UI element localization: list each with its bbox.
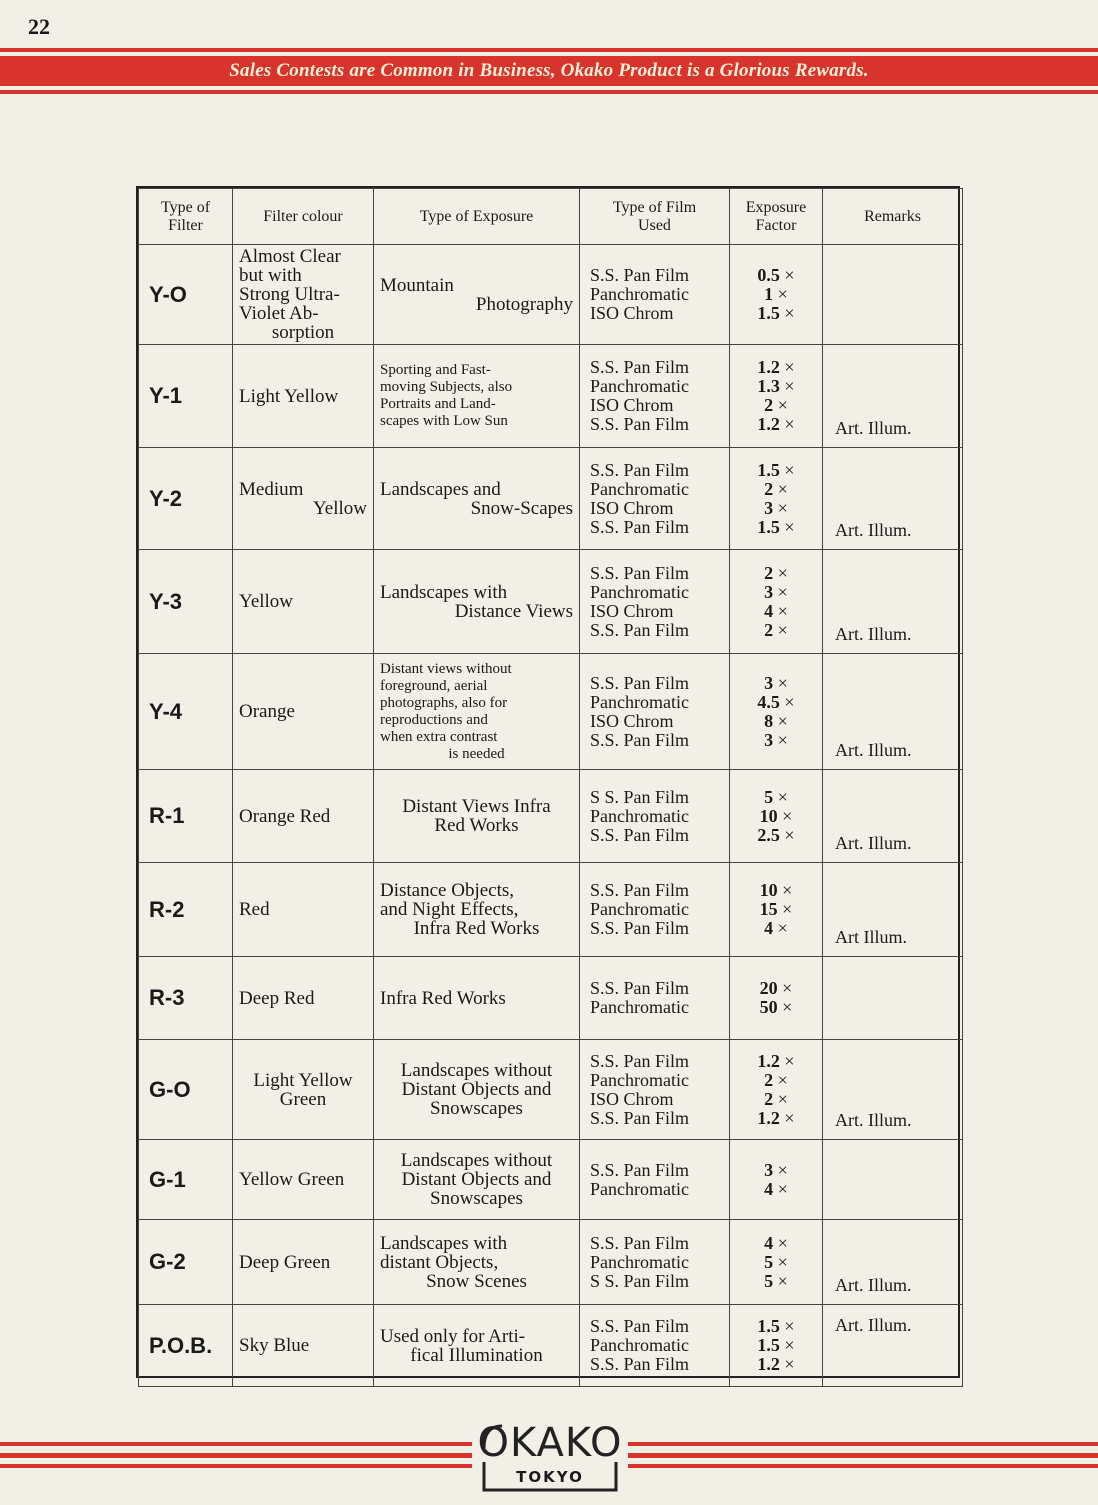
exposure-factor-cell — [730, 448, 823, 550]
cell-line: Distant Objects and — [401, 1079, 552, 1100]
cell-line: S.S. Pan Film — [590, 1050, 690, 1071]
table-row — [139, 550, 963, 654]
factor-value: 4 × — [764, 1178, 788, 1199]
filter-colour-cell — [233, 1140, 374, 1220]
remarks-cell: Art. Illum. — [823, 770, 963, 863]
factor-value: 1.2 × — [757, 1354, 795, 1374]
film-type-cell — [580, 550, 730, 654]
remarks-cell — [823, 1140, 963, 1220]
cell-line: Landscapes with — [380, 1232, 508, 1254]
cell-line: Violet Ab- — [239, 303, 319, 324]
cell-line: is needed — [448, 745, 505, 762]
cell-line: S.S. Pan Film — [590, 824, 690, 845]
factor-value: 4 × — [764, 918, 788, 938]
cell-line: Panchromatic — [590, 1335, 689, 1355]
remarks-cell: Art. Illum. — [823, 550, 963, 654]
filter-colour-cell — [233, 1040, 374, 1140]
factor-value: 4 × — [764, 1232, 788, 1253]
cell-line: photographs, also for — [380, 694, 508, 711]
exposure-type-cell — [374, 448, 580, 550]
filter-colour-cell — [233, 448, 374, 550]
table-row — [139, 957, 963, 1040]
factor-value: 5 × — [764, 1270, 788, 1291]
cell-line: S.S. Pan Film — [590, 1316, 690, 1336]
filter-type-cell: G-O — [139, 1040, 233, 1140]
cell-line: Snow-Scapes — [470, 497, 573, 519]
exposure-factor-cell — [730, 863, 823, 957]
cell-line: ISO Chrom — [590, 395, 674, 415]
filter-type-cell: R-2 — [139, 863, 233, 957]
exposure-type-cell — [374, 770, 580, 863]
film-type-cell — [580, 1220, 730, 1305]
filter-type-cell: Y-3 — [139, 550, 233, 654]
cell-line: fical Illumination — [410, 1344, 543, 1366]
cell-line: ISO Chrom — [590, 303, 674, 323]
filter-colour-cell — [233, 1220, 374, 1305]
cell-line: Landscapes without — [400, 1060, 553, 1081]
remarks-cell — [823, 245, 963, 345]
cell-line: Photography — [475, 293, 573, 315]
factor-value: 8 × — [764, 710, 788, 731]
table-row — [139, 245, 963, 345]
factor-value: 10 × — [759, 805, 793, 826]
cell-line: Portraits and Land- — [380, 396, 496, 412]
factor-value: 2 × — [764, 1069, 788, 1090]
filter-colour-cell — [233, 863, 374, 957]
factor-value: 2 × — [764, 395, 788, 415]
cell-line: Yellow — [239, 591, 294, 612]
cell-line: Strong Ultra- — [239, 284, 340, 305]
exposure-type-cell — [374, 245, 580, 345]
table-row — [139, 1140, 963, 1220]
factor-value: 3 × — [764, 729, 788, 750]
filter-colour-cell — [233, 245, 374, 345]
film-type-cell — [580, 770, 730, 863]
remarks-cell: Art Illum. — [823, 863, 963, 957]
factor-value: 2 × — [764, 478, 788, 499]
factor-value: 0.5 × — [757, 265, 795, 285]
exposure-type-cell — [374, 550, 580, 654]
exposure-factor-cell — [730, 245, 823, 345]
exposure-type-cell — [374, 345, 580, 448]
cell-line: S S. Pan Film — [590, 786, 690, 807]
filter-type-cell: R-3 — [139, 957, 233, 1040]
exposure-type-cell — [374, 654, 580, 770]
header-colour: Filter colour — [233, 189, 374, 245]
cell-line: Distance Views — [454, 600, 573, 622]
factor-value: 2 × — [764, 562, 788, 583]
factor-value: 1 × — [764, 284, 788, 304]
top-banner — [0, 48, 1098, 100]
cell-line: S.S. Pan Film — [590, 918, 690, 938]
cell-line: when extra contrast — [380, 728, 498, 745]
table-row — [139, 448, 963, 550]
cell-line: Snowscapes — [430, 1188, 523, 1209]
factor-value: 2 × — [764, 619, 788, 640]
cell-line: reproductions and — [380, 711, 488, 728]
logo-wordmark: OKAKO — [477, 1420, 623, 1466]
cell-line: Green — [279, 1088, 327, 1110]
exposure-type-cell — [374, 863, 580, 957]
cell-line: ISO Chrom — [590, 710, 674, 731]
cell-line: Panchromatic — [590, 899, 689, 919]
film-type-cell — [580, 245, 730, 345]
cell-line: Red Works — [434, 815, 519, 836]
factor-value: 1.2 × — [757, 357, 795, 377]
remarks-cell: Art. Illum. — [823, 1040, 963, 1140]
cell-line: ISO Chrom — [590, 1088, 674, 1109]
exposure-type-cell — [374, 1040, 580, 1140]
cell-line: Red — [239, 899, 270, 920]
cell-line: S.S. Pan Film — [590, 880, 690, 900]
cell-line: S.S. Pan Film — [590, 562, 690, 583]
cell-line: Distant Objects and — [401, 1169, 552, 1190]
header-type: Type of Filter — [139, 189, 233, 245]
cell-line: Orange — [239, 701, 295, 722]
remarks-cell: Art. Illum. — [823, 345, 963, 448]
cell-line: Yellow Green — [239, 1169, 345, 1190]
filter-colour-cell — [233, 550, 374, 654]
cell-line: Almost Clear — [239, 246, 341, 267]
filter-type-cell: Y-2 — [139, 448, 233, 550]
film-type-cell — [580, 863, 730, 957]
exposure-factor-cell — [730, 345, 823, 448]
filter-colour-cell — [233, 1305, 374, 1387]
cell-line: Distant Views Infra — [402, 796, 551, 817]
table-row — [139, 654, 963, 770]
cell-line: Panchromatic — [590, 284, 689, 304]
exposure-type-cell — [374, 1140, 580, 1220]
exposure-factor-cell — [730, 1220, 823, 1305]
film-type-cell — [580, 345, 730, 448]
filter-type-cell: G-1 — [139, 1140, 233, 1220]
cell-line: Infra Red Works — [380, 987, 506, 1009]
remarks-cell: Art. Illum. — [823, 654, 963, 770]
cell-line: Landscapes with — [380, 581, 508, 603]
filter-colour-cell — [233, 654, 374, 770]
cell-line: Yellow — [312, 497, 367, 519]
cell-line: Infra Red Works — [413, 918, 540, 939]
filter-colour-cell — [233, 770, 374, 863]
cell-line: S.S. Pan Film — [590, 459, 690, 480]
exposure-type-cell — [374, 1220, 580, 1305]
header-exposure: Type of Exposure — [374, 189, 580, 245]
cell-line: Panchromatic — [590, 1251, 689, 1272]
filter-colour-cell — [233, 957, 374, 1040]
factor-value: 1.5 × — [757, 1335, 795, 1355]
cell-line: S.S. Pan Film — [590, 357, 690, 377]
exposure-factor-cell — [730, 770, 823, 863]
cell-line: Panchromatic — [590, 581, 689, 602]
cell-line: Mountain — [380, 274, 454, 296]
film-type-cell — [580, 448, 730, 550]
cell-line: Deep Red — [239, 987, 315, 1009]
cell-line: Medium — [239, 478, 304, 500]
filter-table — [136, 186, 960, 1378]
factor-value: 5 × — [764, 1251, 788, 1272]
cell-line: Used only for Arti- — [380, 1325, 526, 1347]
cell-line: Snow Scenes — [426, 1270, 527, 1292]
cell-line: Light Yellow — [253, 1069, 353, 1091]
factor-value: 15 × — [759, 899, 793, 919]
film-type-cell — [580, 1305, 730, 1387]
exposure-factor-cell — [730, 550, 823, 654]
cell-line: S.S. Pan Film — [590, 1354, 690, 1374]
factor-value: 3 × — [764, 497, 788, 518]
factor-value: 10 × — [759, 880, 793, 900]
cell-line: Distant views without — [380, 660, 512, 677]
remarks-cell: Art. Illum. — [823, 1220, 963, 1305]
cell-line: Landscapes and — [380, 478, 501, 500]
cell-line: foreground, aerial — [380, 677, 488, 694]
cell-line: Orange Red — [239, 805, 331, 827]
factor-value: 2 × — [764, 1088, 788, 1109]
cell-line: Panchromatic — [590, 997, 689, 1017]
cell-line: ISO Chrom — [590, 600, 674, 621]
cell-line: sorption — [271, 322, 335, 343]
okako-logo — [472, 1418, 628, 1496]
filter-type-cell: Y-1 — [139, 345, 233, 448]
film-type-cell — [580, 1040, 730, 1140]
factor-value: 1.5 × — [757, 1316, 795, 1336]
film-type-cell — [580, 1140, 730, 1220]
table-row — [139, 1040, 963, 1140]
cell-line: Snowscapes — [430, 1098, 523, 1119]
filter-type-cell: Y-4 — [139, 654, 233, 770]
cell-line: Distance Objects, — [380, 880, 515, 901]
cell-line: S S. Pan Film — [590, 1270, 690, 1291]
factor-value: 5 × — [764, 786, 788, 807]
table-row — [139, 345, 963, 448]
factor-value: 1.2 × — [757, 1050, 795, 1071]
exposure-type-cell — [374, 1305, 580, 1387]
factor-value: 1.5 × — [757, 459, 795, 480]
cell-line: Panchromatic — [590, 1069, 689, 1090]
factor-value: 4.5 × — [757, 691, 795, 712]
factor-value: 1.2 × — [757, 414, 795, 434]
cell-line: Panchromatic — [590, 805, 689, 826]
cell-line: S.S. Pan Film — [590, 1232, 690, 1253]
cell-line: and Night Effects, — [380, 899, 519, 920]
cell-line: S.S. Pan Film — [590, 729, 690, 750]
page-number: 22 — [28, 14, 50, 39]
cell-line: S.S. Pan Film — [590, 265, 690, 285]
cell-line: Panchromatic — [590, 478, 689, 499]
cell-line: Deep Green — [239, 1251, 331, 1273]
cell-line: S.S. Pan Film — [590, 1107, 690, 1128]
exposure-factor-cell — [730, 1305, 823, 1387]
factor-value: 3 × — [764, 581, 788, 602]
cell-line: moving Subjects, also — [380, 379, 513, 395]
factor-value: 20 × — [759, 978, 793, 998]
logo-subtitle: TOKYO — [516, 1468, 584, 1486]
table-row — [139, 1305, 963, 1387]
filter-type-cell: R-1 — [139, 770, 233, 863]
remarks-cell: Art. Illum. — [823, 1305, 963, 1387]
cell-line: ISO Chrom — [590, 497, 674, 518]
cell-line: Panchromatic — [590, 1178, 689, 1199]
factor-value: 1.5 × — [757, 516, 795, 537]
factor-value: 1.3 × — [757, 376, 795, 396]
factor-value: 1.2 × — [757, 1107, 795, 1128]
factor-value: 2.5 × — [757, 824, 795, 845]
cell-line: Sky Blue — [239, 1335, 310, 1356]
factor-value: 3 × — [764, 672, 788, 693]
exposure-type-cell — [374, 957, 580, 1040]
exposure-factor-cell — [730, 1040, 823, 1140]
cell-line: but with — [239, 265, 302, 286]
filter-type-cell: Y-O — [139, 245, 233, 345]
factor-value: 1.5 × — [757, 303, 795, 323]
remarks-cell: Art. Illum. — [823, 448, 963, 550]
header-factor: Exposure Factor — [730, 189, 823, 245]
header-remarks: Remarks — [823, 189, 963, 245]
film-type-cell — [580, 957, 730, 1040]
cell-line: S.S. Pan Film — [590, 672, 690, 693]
header-film: Type of Film Used — [580, 189, 730, 245]
exposure-factor-cell — [730, 1140, 823, 1220]
factor-value: 3 × — [764, 1159, 788, 1180]
cell-line: distant Objects, — [380, 1251, 499, 1273]
film-type-cell — [580, 654, 730, 770]
filter-type-cell: G-2 — [139, 1220, 233, 1305]
cell-line: Sporting and Fast- — [380, 362, 491, 378]
cell-line: Panchromatic — [590, 691, 689, 712]
cell-line: S.S. Pan Film — [590, 414, 690, 434]
exposure-factor-cell — [730, 654, 823, 770]
table-row — [139, 1220, 963, 1305]
exposure-factor-cell — [730, 957, 823, 1040]
factor-value: 4 × — [764, 600, 788, 621]
cell-line: Landscapes without — [400, 1150, 553, 1171]
cell-line: S.S. Pan Film — [590, 978, 690, 998]
banner-slogan: Sales Contests are Common in Business, Okako Product is a Glorious Rewards. — [229, 60, 869, 81]
cell-line: Light Yellow — [239, 385, 339, 407]
table-row — [139, 770, 963, 863]
cell-line: S.S. Pan Film — [590, 1159, 690, 1180]
remarks-cell — [823, 957, 963, 1040]
cell-line: Panchromatic — [590, 376, 689, 396]
cell-line: S.S. Pan Film — [590, 516, 690, 537]
table-row — [139, 863, 963, 957]
cell-line: scapes with Low Sun — [380, 413, 508, 429]
cell-line: S.S. Pan Film — [590, 619, 690, 640]
filter-type-cell: P.O.B. — [139, 1305, 233, 1387]
table-header-row — [139, 189, 963, 245]
factor-value: 50 × — [759, 997, 793, 1017]
filter-colour-cell — [233, 345, 374, 448]
